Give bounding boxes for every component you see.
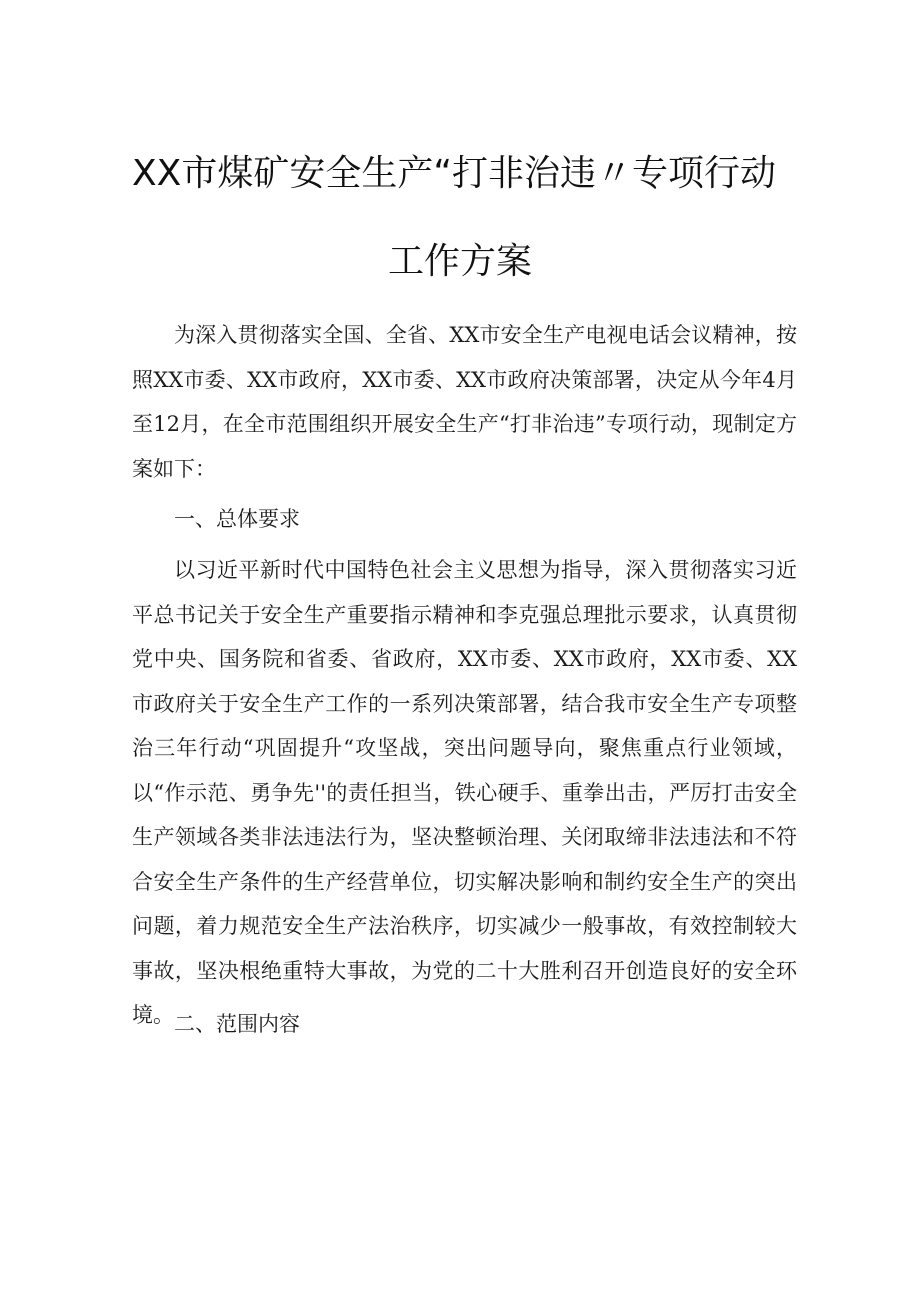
section-heading-scope: 二、范围内容 <box>174 1012 300 1036</box>
section-heading-general-requirements: 一、总体要求 <box>174 507 300 531</box>
document-title-line2: 工作方案 <box>387 241 532 282</box>
document-title-line1: XX市煤矿安全生产“打非治违〃专项行动 <box>132 153 776 194</box>
intro-paragraph: 为深入贯彻落实全国、全省、XX市安全生产电视电话会议精神，按照XX市委、XX市政府，XX市委、XX市政府决策部署，决定从今年4月至12月，在全市范围组织开展安全生产“打非治违”专项行动，现制定方案如下： <box>132 323 797 481</box>
general-requirements-paragraph: 以习近平新时代中国特色社会主义思想为指导，深入贯彻落实习近平总书记关于安全生产重要指示精神和李克强总理批示要求，认真贯彻党中央、国务院和省委、省政府，XX市委、XX市政府，XX市委、XX市政府关于安全生产工作的一系列决策部署，结合我市安全生产专项整治三年行动“巩固提升“攻坚战，突出问题导向，聚焦重点行业领域，以“作示范、勇争先''的责任担当，铁心硬手、重拳出击，严厉打击安全生产领域各类非法违法行为，坚决整顿治理、关闭取缔非法违法和不符合安全生产条件的生产经营单位，切实解决影响和制约安全生产的突出问题，着力规范安全生产法治秩序，切实减少一般事故，有效控制较大事故，坚决根绝重特大事故，为党的二十大胜利召开创造良好的安全环境。 <box>132 558 797 1027</box>
